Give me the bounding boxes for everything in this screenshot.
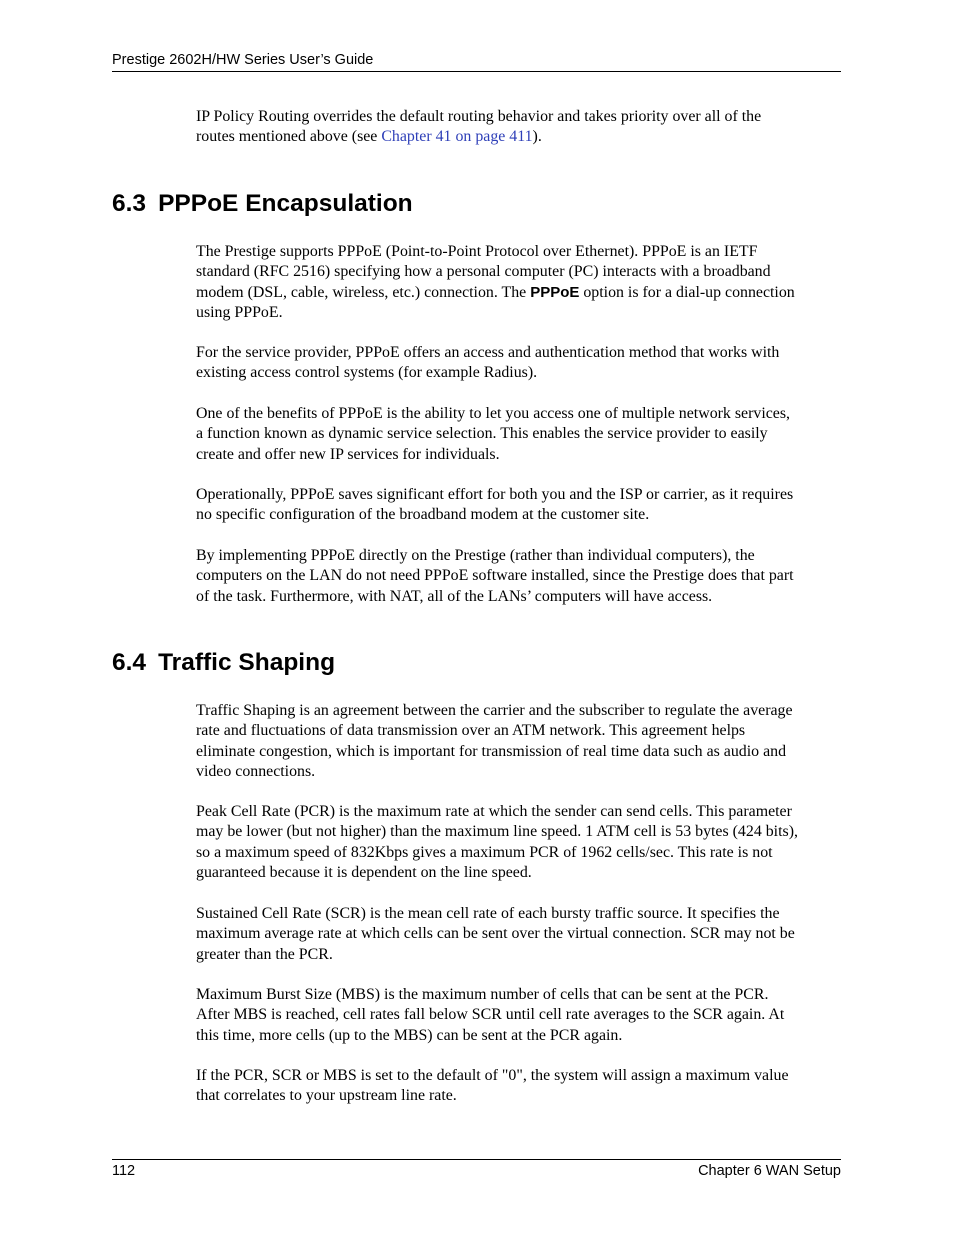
paragraph-line — [196, 283, 841, 303]
chapter-41-link[interactable]: Chapter 41 on page 411 — [381, 128, 533, 146]
traffic-paragraph-4 — [196, 985, 841, 1046]
intro-text-before-link: routes mentioned above (see — [196, 128, 382, 146]
paragraph-line: computers on the LAN do not need PPPoE software installed, since the Prestige does that part — [196, 567, 794, 585]
section-number: 6.4 — [112, 649, 147, 676]
traffic-paragraph-1 — [196, 701, 841, 782]
paragraph-line: eliminate congestion, which is important for transmission of real time data such as audio and — [196, 742, 787, 760]
traffic-paragraph-5 — [196, 1066, 841, 1107]
paragraph-line: Sustained Cell Rate (SCR) is the mean cell rate of each bursty traffic source. It specifies the — [196, 905, 780, 922]
pppoe-paragraph-1 — [196, 242, 841, 323]
paragraph-line: Maximum Burst Size (MBS) is the maximum number of cells that can be sent at the PCR. — [196, 986, 769, 1003]
paragraph-line: using PPPoE. — [196, 303, 283, 321]
chapter-footer: Chapter 6 WAN Setup — [698, 1163, 841, 1179]
section-heading-pppoe — [112, 189, 413, 219]
paragraph-line: existing access control systems (for example Radius). — [196, 364, 538, 382]
running-header: Prestige 2602H/HW Series User’s Guide — [112, 52, 374, 68]
paragraph-line: no specific configuration of the broadband modem at the customer site. — [196, 506, 650, 524]
paragraph-line: By implementing PPPoE directly on the Prestige (rather than individual computers), the — [196, 547, 755, 564]
intro-text-after-link: ). — [532, 128, 542, 146]
pppoe-paragraph-5 — [196, 546, 841, 607]
paragraph-line: video connections. — [196, 762, 316, 780]
paragraph-line: guaranteed because it is dependent on the line speed. — [196, 863, 532, 881]
intro-line-1: IP Policy Routing overrides the default routing behavior and takes priority over all of the — [196, 108, 762, 125]
section-heading-traffic-shaping — [112, 648, 335, 678]
header-rule — [112, 71, 841, 72]
paragraph-line: standard (RFC 2516) specifying how a personal computer (PC) interacts with a broadband — [196, 263, 771, 281]
paragraph-line: Traffic Shaping is an agreement between the carrier and the subscriber to regulate the average — [196, 702, 793, 719]
pppoe-paragraph-3 — [196, 404, 841, 465]
paragraph-line: so a maximum speed of 832Kbps gives a maximum PCR of 1962 cells/sec. This rate is not — [196, 843, 773, 861]
paragraph-line: After MBS is reached, cell rates fall below SCR until cell rate averages to the SCR again. At — [196, 1006, 785, 1024]
paragraph-line: Operationally, PPPoE saves significant effort for both you and the ISP or carrier, as it requires — [196, 486, 794, 503]
intro-line-2 — [196, 127, 841, 147]
paragraph-line: this time, more cells (up to the MBS) can be sent at the PCR again. — [196, 1026, 623, 1044]
traffic-paragraph-3 — [196, 904, 841, 965]
paragraph-text: modem (DSL, cable, wireless, etc.) connection. The — [196, 283, 531, 301]
paragraph-line: One of the benefits of PPPoE is the ability to let you access one of multiple network services, — [196, 405, 791, 422]
paragraph-line: that correlates to your upstream line rate. — [196, 1087, 457, 1105]
paragraph-text: option is for a dial-up connection — [579, 283, 795, 301]
paragraph-line: If the PCR, SCR or MBS is set to the default of "0", the system will assign a maximum value — [196, 1067, 789, 1084]
section-title: Traffic Shaping — [158, 649, 336, 676]
paragraph-line: greater than the PCR. — [196, 945, 333, 963]
paragraph-line: The Prestige supports PPPoE (Point-to-Point Protocol over Ethernet). PPPoE is an IETF — [196, 243, 758, 260]
pppoe-paragraph-4 — [196, 485, 841, 526]
pppoe-option-name: PPPoE — [530, 283, 580, 301]
paragraph-line: maximum average rate at which cells can be sent over the virtual connection. SCR may not be — [196, 925, 795, 943]
paragraph-line: may be lower (but not higher) than the maximum line speed. 1 ATM cell is 53 bytes (424 bits), — [196, 823, 798, 841]
footer-rule — [112, 1159, 841, 1160]
pppoe-paragraph-2 — [196, 343, 841, 384]
paragraph-line: create and offer new IP services for individuals. — [196, 445, 500, 463]
section-title: PPPoE Encapsulation — [158, 190, 413, 217]
page-number: 112 — [112, 1163, 136, 1179]
section-number: 6.3 — [112, 190, 147, 217]
paragraph-line: rate and fluctuations of data transmission over an ATM network. This agreement helps — [196, 722, 746, 740]
paragraph-line: Peak Cell Rate (PCR) is the maximum rate at which the sender can send cells. This parameter — [196, 803, 792, 820]
paragraph-line: of the task. Furthermore, with NAT, all of the LANs’ computers will have access. — [196, 587, 713, 605]
paragraph-line: a function known as dynamic service selection. This enables the service provider to easily — [196, 425, 768, 443]
paragraph-line: For the service provider, PPPoE offers an access and authentication method that works with — [196, 344, 780, 361]
intro-paragraph — [196, 107, 841, 148]
traffic-paragraph-2 — [196, 802, 841, 883]
